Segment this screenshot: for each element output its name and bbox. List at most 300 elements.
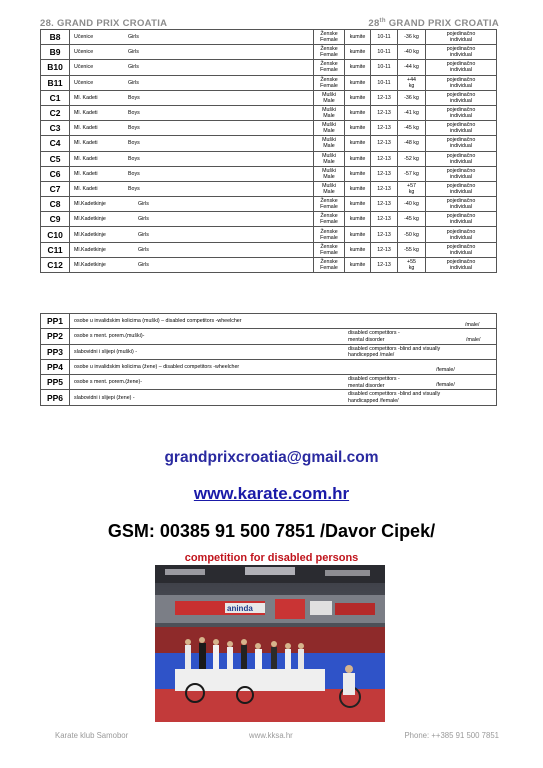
- category-local-name: Ml. Kadeti: [74, 94, 98, 101]
- gender-local: Ženske: [320, 46, 338, 53]
- weight-value: -45 kg: [404, 216, 419, 223]
- gender-english: Male: [323, 143, 335, 150]
- gender-local: Ženske: [320, 213, 338, 220]
- gender-local: Muški: [322, 167, 336, 174]
- category-weight: [398, 212, 426, 227]
- category-gender: [314, 90, 345, 105]
- category-row: [41, 121, 497, 136]
- category-description: [70, 151, 314, 166]
- category-type: [426, 121, 497, 136]
- type-local: pojedinačno: [446, 167, 476, 174]
- weight-value: -52 kg: [404, 155, 419, 162]
- category-type: [426, 227, 497, 242]
- weight-value: -48 kg: [404, 140, 419, 147]
- category-age: 12-13: [371, 227, 398, 242]
- photo-illustration: [155, 565, 385, 722]
- category-row: [41, 242, 497, 257]
- category-description: [70, 105, 314, 120]
- category-local-name: Ml.Kadetkinje: [74, 231, 106, 238]
- category-local-name: Učenice: [74, 79, 94, 86]
- category-english-name: Boys: [128, 185, 140, 192]
- disabled-category-english: [348, 391, 440, 404]
- footer-website[interactable]: www.kksa.hr: [249, 731, 293, 740]
- category-description: [70, 166, 314, 181]
- type-local: pojedinačno: [446, 61, 476, 68]
- category-gender: [314, 60, 345, 75]
- weight-unit: kg: [408, 264, 415, 271]
- type-english: individual: [449, 113, 473, 120]
- weight-value: +55: [407, 258, 416, 265]
- weight-value: +44: [407, 76, 416, 83]
- gender-english: Male: [323, 173, 335, 180]
- weight-value: -41 kg: [404, 110, 419, 117]
- category-discipline: kumite: [345, 75, 371, 90]
- category-description: [70, 242, 314, 257]
- gender-local: Muški: [322, 107, 336, 114]
- weight-value: -36 kg: [404, 94, 419, 101]
- category-description: [70, 45, 314, 60]
- english-line-1: disabled competitors -: [348, 376, 400, 383]
- disabled-category-main-text: osobe s ment. porem.(žene)-: [74, 379, 143, 386]
- category-local-name: Učenice: [74, 34, 94, 41]
- category-local-name: Učenice: [74, 64, 94, 71]
- type-english: individual: [449, 264, 473, 271]
- header-right-ordinal: th: [379, 18, 386, 24]
- type-local: pojedinačno: [446, 243, 476, 250]
- category-age: 12-13: [371, 136, 398, 151]
- category-code: C5: [41, 151, 70, 166]
- category-type: [426, 166, 497, 181]
- english-line-2: mental disorder: [348, 336, 385, 343]
- english-line-2: handicepped /male/: [348, 352, 395, 358]
- category-gender: [314, 121, 345, 136]
- gender-local: Muški: [322, 182, 336, 189]
- category-row: [41, 60, 497, 75]
- category-local-name: Ml.Kadetkinje: [74, 261, 106, 268]
- english-line-2: handicapped /female/: [348, 397, 399, 404]
- disabled-category-english: [348, 330, 400, 343]
- category-row: [41, 90, 497, 105]
- type-english: individual: [449, 249, 473, 256]
- category-type: [426, 90, 497, 105]
- category-age: 12-13: [371, 181, 398, 196]
- type-local: pojedinačno: [446, 91, 476, 98]
- category-description: [70, 181, 314, 196]
- category-english-name: Boys: [128, 155, 140, 162]
- type-local: pojedinačno: [446, 137, 476, 144]
- category-weight: [398, 242, 426, 257]
- category-gender: [314, 212, 345, 227]
- category-type: [426, 75, 497, 90]
- gender-local: Muški: [322, 137, 336, 144]
- category-gender: [314, 181, 345, 196]
- category-row: [41, 45, 497, 60]
- type-english: individual: [449, 128, 473, 135]
- category-age: 12-13: [371, 242, 398, 257]
- category-local-name: Ml.Kadetkinje: [74, 201, 106, 208]
- category-age: 10-11: [371, 30, 398, 45]
- category-weight: [398, 227, 426, 242]
- category-discipline: kumite: [345, 227, 371, 242]
- category-type: [426, 45, 497, 60]
- disabled-category-english: [348, 376, 400, 389]
- disabled-category-code: PP4: [41, 359, 70, 374]
- category-type: [426, 151, 497, 166]
- category-age: 10-11: [371, 60, 398, 75]
- gender-english: Female: [320, 37, 338, 44]
- type-english: individual: [449, 97, 473, 104]
- category-type: [426, 212, 497, 227]
- disabled-category-row: [41, 314, 497, 329]
- category-local-name: Ml.Kadetkinje: [74, 216, 106, 223]
- footer-phone: Phone: ++385 91 500 7851: [404, 731, 499, 740]
- category-age: 12-13: [371, 212, 398, 227]
- gender-english: Male: [323, 113, 335, 120]
- category-english-name: Girls: [138, 231, 149, 238]
- disabled-category-gender-tag: /male/: [466, 336, 481, 343]
- disabled-category-row: [41, 344, 497, 359]
- category-discipline: kumite: [345, 30, 371, 45]
- disabled-category-row: [41, 329, 497, 344]
- category-weight: [398, 257, 426, 272]
- disabled-category-code: PP1: [41, 314, 70, 329]
- type-local: pojedinačno: [446, 182, 476, 189]
- category-row: [41, 151, 497, 166]
- category-gender: [314, 197, 345, 212]
- disabled-category-code: PP6: [41, 390, 70, 405]
- category-row: [41, 166, 497, 181]
- category-english-name: Girls: [138, 246, 149, 253]
- disabled-category-description: [70, 375, 497, 390]
- category-discipline: kumite: [345, 166, 371, 181]
- category-weight: [398, 166, 426, 181]
- disabled-category-code: PP5: [41, 375, 70, 390]
- type-english: individual: [449, 173, 473, 180]
- gender-local: Ženske: [320, 198, 338, 205]
- competition-photo: [155, 565, 385, 722]
- category-local-name: Ml. Kadeti: [74, 110, 98, 117]
- gender-local: Ženske: [320, 61, 338, 68]
- disabled-category-description: [70, 390, 497, 405]
- disabled-category-main-text: osobe s ment. porem.(muški)-: [74, 333, 145, 340]
- category-gender: [314, 75, 345, 90]
- category-age: 12-13: [371, 257, 398, 272]
- category-type: [426, 30, 497, 45]
- category-description: [70, 257, 314, 272]
- category-local-name: Ml. Kadeti: [74, 185, 98, 192]
- category-age: 10-11: [371, 45, 398, 60]
- category-row: [41, 105, 497, 120]
- category-gender: [314, 136, 345, 151]
- type-local: pojedinačno: [446, 122, 476, 129]
- english-line-2: mental disorder: [348, 382, 385, 389]
- disabled-category-main-text: slabovidni i slijepi (žene) -: [74, 394, 135, 401]
- gender-english: Female: [320, 219, 338, 226]
- category-code: B11: [41, 75, 70, 90]
- category-code: C2: [41, 105, 70, 120]
- category-discipline: kumite: [345, 45, 371, 60]
- type-english: individual: [449, 188, 473, 195]
- category-code: C11: [41, 242, 70, 257]
- type-local: pojedinačno: [446, 31, 476, 38]
- page-footer: [55, 731, 499, 741]
- weight-value: -50 kg: [404, 231, 419, 238]
- category-row: [41, 181, 497, 196]
- english-line-1: disabled competitors -blind and visually: [348, 345, 441, 352]
- category-weight: [398, 90, 426, 105]
- photo-caption: competition for disabled persons: [184, 552, 359, 564]
- type-local: pojedinačno: [446, 213, 476, 220]
- category-description: [70, 227, 314, 242]
- banner-text: aninda: [227, 604, 253, 613]
- header-right-number: 28: [368, 18, 380, 29]
- category-type: [426, 136, 497, 151]
- gender-english: Female: [320, 234, 338, 241]
- weight-value: +57: [407, 182, 416, 189]
- english-line-1: disabled competitors -: [348, 330, 400, 337]
- contact-email[interactable]: grandprixcroatia@gmail.com: [164, 449, 379, 466]
- gender-local: Muški: [322, 122, 336, 129]
- disabled-category-description: [70, 344, 497, 359]
- category-description: [70, 75, 314, 90]
- category-english-name: Girls: [128, 34, 139, 41]
- category-discipline: kumite: [345, 105, 371, 120]
- category-description: [70, 30, 314, 45]
- weight-unit: kg: [408, 82, 415, 89]
- category-row: [41, 30, 497, 45]
- type-english: individual: [449, 82, 473, 89]
- category-description: [70, 136, 314, 151]
- category-code: B8: [41, 30, 70, 45]
- category-code: C4: [41, 136, 70, 151]
- category-type: [426, 60, 497, 75]
- category-type: [426, 197, 497, 212]
- type-english: individual: [449, 67, 473, 74]
- category-description: [70, 212, 314, 227]
- category-discipline: kumite: [345, 197, 371, 212]
- category-row: [41, 212, 497, 227]
- disabled-category-description: [70, 359, 497, 374]
- type-local: pojedinačno: [446, 76, 476, 83]
- gender-english: Male: [323, 188, 335, 195]
- footer-club-name: Karate klub Samobor: [55, 731, 129, 740]
- category-discipline: kumite: [345, 212, 371, 227]
- category-english-name: Boys: [128, 170, 140, 177]
- disabled-category-main-text: slabovidni i slijepi (muški) -: [74, 348, 137, 355]
- type-local: pojedinačno: [446, 258, 476, 265]
- category-weight: [398, 121, 426, 136]
- category-age: 10-11: [371, 75, 398, 90]
- category-code: C1: [41, 90, 70, 105]
- gender-english: Female: [320, 204, 338, 211]
- category-row: [41, 136, 497, 151]
- gender-local: Ženske: [320, 228, 338, 235]
- weight-value: -44 kg: [404, 64, 419, 71]
- type-local: pojedinačno: [446, 198, 476, 205]
- type-english: individual: [449, 158, 473, 165]
- gsm-phone: GSM: 00385 91 500 7851 /Davor Cipek/: [107, 521, 436, 541]
- gender-local: Ženske: [320, 76, 338, 83]
- header-right-text: GRAND PRIX CROATIA: [385, 18, 499, 29]
- weight-value: -40 kg: [404, 49, 419, 56]
- category-description: [70, 60, 314, 75]
- type-english: individual: [449, 204, 473, 211]
- category-gender: [314, 151, 345, 166]
- category-type: [426, 242, 497, 257]
- category-gender: [314, 166, 345, 181]
- category-local-name: Ml. Kadeti: [74, 170, 98, 177]
- type-english: individual: [449, 143, 473, 150]
- categories-table: [40, 29, 497, 273]
- category-discipline: kumite: [345, 60, 371, 75]
- disabled-category-code: PP3: [41, 344, 70, 359]
- category-local-name: Ml. Kadeti: [74, 125, 98, 132]
- category-discipline: kumite: [345, 136, 371, 151]
- weight-value: -57 kg: [404, 170, 419, 177]
- category-weight: [398, 30, 426, 45]
- disabled-categories-table: [40, 313, 497, 406]
- type-english: individual: [449, 234, 473, 241]
- category-gender: [314, 105, 345, 120]
- category-code: C6: [41, 166, 70, 181]
- category-code: C10: [41, 227, 70, 242]
- gender-english: Female: [320, 52, 338, 59]
- category-code: C7: [41, 181, 70, 196]
- category-row: [41, 257, 497, 272]
- category-weight: [398, 197, 426, 212]
- english-line-1: disabled competitors -blind and visually: [348, 391, 441, 398]
- type-local: pojedinačno: [446, 46, 476, 53]
- weight-value: -45 kg: [404, 125, 419, 132]
- category-age: 12-13: [371, 90, 398, 105]
- category-gender: [314, 227, 345, 242]
- gender-local: Ženske: [320, 258, 338, 265]
- gender-english: Male: [323, 97, 335, 104]
- category-row: [41, 197, 497, 212]
- category-weight: [398, 151, 426, 166]
- category-discipline: kumite: [345, 90, 371, 105]
- category-type: [426, 257, 497, 272]
- gender-english: Female: [320, 249, 338, 256]
- type-english: individual: [449, 52, 473, 59]
- category-code: C3: [41, 121, 70, 136]
- category-weight: [398, 181, 426, 196]
- disabled-category-row: [41, 390, 497, 405]
- disabled-category-description: [70, 314, 497, 329]
- type-local: pojedinačno: [446, 228, 476, 235]
- gender-local: Ženske: [320, 243, 338, 250]
- category-english-name: Girls: [128, 49, 139, 56]
- type-local: pojedinačno: [446, 152, 476, 159]
- category-discipline: kumite: [345, 151, 371, 166]
- category-code: B10: [41, 60, 70, 75]
- category-description: [70, 90, 314, 105]
- gender-local: Muški: [322, 152, 336, 159]
- category-weight: [398, 60, 426, 75]
- gender-english: Female: [320, 82, 338, 89]
- category-english-name: Girls: [138, 216, 149, 223]
- category-gender: [314, 242, 345, 257]
- category-type: [426, 181, 497, 196]
- category-description: [70, 121, 314, 136]
- category-english-name: Boys: [128, 125, 140, 132]
- category-english-name: Boys: [128, 94, 140, 101]
- category-english-name: Girls: [128, 64, 139, 71]
- gender-english: Female: [320, 67, 338, 74]
- type-english: individual: [449, 219, 473, 226]
- category-age: 12-13: [371, 105, 398, 120]
- disabled-category-main-text: osobe u invalidskim kolicima (muški) – disabled competitors -wheelcher: [74, 318, 242, 325]
- category-local-name: Učenice: [74, 49, 94, 56]
- gender-english: Female: [320, 264, 338, 271]
- disabled-category-gender-tag: /female/: [436, 367, 455, 374]
- website-link[interactable]: www.karate.com.hr: [193, 484, 350, 503]
- category-row: [41, 227, 497, 242]
- category-english-name: Boys: [128, 140, 140, 147]
- weight-value: -40 kg: [404, 201, 419, 208]
- category-english-name: Girls: [128, 79, 139, 86]
- category-weight: [398, 75, 426, 90]
- category-weight: [398, 45, 426, 60]
- type-english: individual: [449, 37, 473, 44]
- disabled-category-row: [41, 359, 497, 374]
- disabled-category-row: [41, 375, 497, 390]
- category-discipline: kumite: [345, 181, 371, 196]
- category-code: C8: [41, 197, 70, 212]
- category-local-name: Ml. Kadeti: [74, 140, 98, 147]
- category-discipline: kumite: [345, 257, 371, 272]
- disabled-category-code: PP2: [41, 329, 70, 344]
- category-discipline: kumite: [345, 242, 371, 257]
- weight-value: -36 kg: [404, 34, 419, 41]
- weight-value: -55 kg: [404, 246, 419, 253]
- category-row: [41, 75, 497, 90]
- header-right-title: [368, 18, 499, 29]
- category-english-name: Girls: [138, 261, 149, 268]
- disabled-category-gender-tag: /female/: [436, 382, 455, 389]
- category-age: 12-13: [371, 121, 398, 136]
- header-left-title: 28. GRAND PRIX CROATIA: [40, 18, 168, 29]
- category-weight: [398, 136, 426, 151]
- category-type: [426, 105, 497, 120]
- category-local-name: Ml. Kadeti: [74, 155, 98, 162]
- weight-unit: kg: [408, 188, 415, 195]
- category-age: 12-13: [371, 166, 398, 181]
- category-local-name: Ml.Kadetkinje: [74, 246, 106, 253]
- category-code: B9: [41, 45, 70, 60]
- type-local: pojedinačno: [446, 107, 476, 114]
- gender-local: Ženske: [320, 31, 338, 38]
- category-code: C9: [41, 212, 70, 227]
- disabled-category-description: [70, 329, 497, 344]
- category-gender: [314, 45, 345, 60]
- category-gender: [314, 30, 345, 45]
- category-english-name: Girls: [138, 201, 149, 208]
- category-weight: [398, 105, 426, 120]
- category-code: C12: [41, 257, 70, 272]
- category-age: 12-13: [371, 197, 398, 212]
- category-age: 12-13: [371, 151, 398, 166]
- disabled-category-main-text: osobe u invalidskim kolicima (žene) – disabled competitors -wheelcher: [74, 364, 240, 371]
- category-gender: [314, 257, 345, 272]
- gender-english: Male: [323, 158, 335, 165]
- disabled-category-english: [348, 346, 440, 359]
- category-discipline: kumite: [345, 121, 371, 136]
- category-english-name: Boys: [128, 110, 140, 117]
- category-description: [70, 197, 314, 212]
- gender-english: Male: [323, 128, 335, 135]
- disabled-category-gender-tag: /male/: [465, 322, 480, 329]
